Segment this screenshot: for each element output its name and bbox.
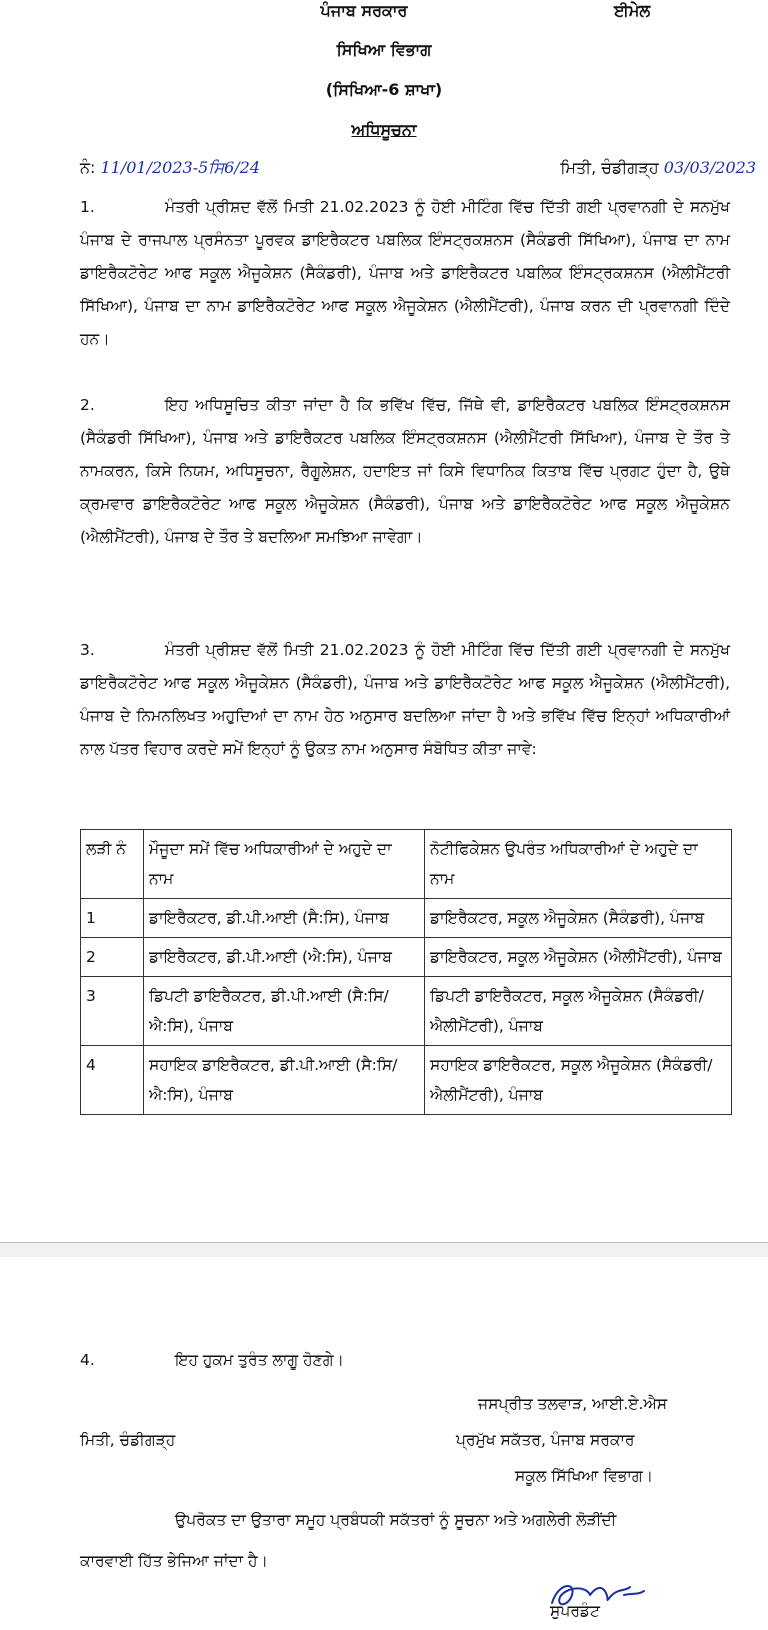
email-label: ਈਮੇਲ [614,1,651,20]
reference-number [80,158,260,178]
current-designation-cell: ਡਿਪਟੀ ਡਾਇਰੈਕਟਰ, ਡੀ.ਪੀ.ਆਈ (ਸੈ:ਸਿ/ਐ:ਸਿ), ਪੰਜਾਬ [144,977,425,1046]
paragraph-4-number: 4. [80,1351,95,1369]
current-designation-cell: ਡਾਇਰੈਕਟਰ, ਡੀ.ਪੀ.ਆਈ (ਐ:ਸਿ), ਪੰਜਾਬ [144,938,425,977]
header-current-designation: ਮੌਜੂਦਾ ਸਮੇਂ ਵਿੱਚ ਅਧਿਕਾਰੀਆਂ ਦੇ ਅਹੁਦੇ ਦਾ ਨਾਮ [144,830,425,899]
reference-date-label: ਮਿਤੀ, ਚੰਡੀਗੜ੍ਹ [560,158,659,177]
table-row [81,977,732,1046]
copy-line-1: ਉਪਰੋਕਤ ਦਾ ਉਤਾਰਾ ਸਮੂਹ ਪ੍ਰਬੰਧਕੀ ਸਕੱਤਰਾਂ ਨੂੰ ਸੂਚਨਾ ਅਤੇ ਅਗਲੇਰੀ ਲੋੜੀਂਦੀ [175,1511,617,1529]
reference-date [560,158,756,178]
reference-line [80,158,756,184]
notification-title: ਅਧਿਸੂਚਨਾ [351,120,417,139]
paragraph-number: 3. [80,641,95,659]
department-heading: ਸਿਖਿਆ ਵਿਭਾਗ [336,40,432,59]
date-line: ਮਿਤੀ, ਚੰਡੀਗੜ੍ਹ [80,1431,176,1449]
paragraph-number: 1. [80,198,95,216]
paragraph-text: ਮੰਤਰੀ ਪ੍ਰੀਸ਼ਦ ਵੱਲੋਂ ਮਿਤੀ 21.02.2023 ਨੂੰ ਹੋਈ ਮੀਟਿੰਗ ਵਿੱਚ ਦਿੱਤੀ ਗਈ ਪ੍ਰਵਾਨਗੀ ਦੇ ਸਨਮੁੱਖ ਪੰਜਾਬ ਦੇ ਰਾਜਪਾਲ ਪ੍ਰਸੰਨਤਾ ਪੂਰਵਕ ਡਾਇਰੈਕਟਰ ਪਬਲਿਕ ਇੰਸਟ੍ਰਕਸ਼ਨਸ (ਸੈਕੰਡਰੀ ਸਿੱਖਿਆ), ਪੰਜਾਬ ਦਾ ਨਾਮ ਡਾਇਰੈਕਟੋਰੇਟ ਆਫ ਸਕੂਲ ਐਜੂਕੇਸ਼ਨ (ਸੈਕੰਡਰੀ), ਪੰਜਾਬ ਅਤੇ ਡਾਇਰੈਕਟਰ ਪਬਲਿਕ ਇੰਸਟ੍ਰਕਸ਼ਨਸ (ਐਲੀਮੈਂਟਰੀ ਸਿੱਖਿਆ), ਪੰਜਾਬ ਦਾ ਨਾਮ ਡਾਇਰੈਕਟੋਰੇਟ ਆਫ ਸਕੂਲ ਐਜੂਕੇਸ਼ਨ (ਐਲੀਮੈਂਟਰੀ), ਪੰਜਾਬ ਕਰਨ ਦੀ ਪ੍ਰਵਾਨਗੀ ਦਿੰਦੇ ਹਨ। [80,198,730,348]
paragraph-3 [80,634,730,766]
current-designation-cell: ਸਹਾਇਕ ਡਾਇਰੈਕਟਰ, ਡੀ.ਪੀ.ਆਈ (ਸੈ:ਸਿ/ਐ:ਸਿ), ਪੰਜਾਬ [144,1046,425,1115]
serial-cell: 1 [81,899,144,938]
paragraph-text: ਇਹ ਅਧਿਸੂਚਿਤ ਕੀਤਾ ਜਾਂਦਾ ਹੈ ਕਿ ਭਵਿੱਖ ਵਿੱਚ, ਜਿੱਥੇ ਵੀ, ਡਾਇਰੈਕਟਰ ਪਬਲਿਕ ਇੰਸਟ੍ਰਕਸ਼ਨਸ (ਸੈਕੰਡਰੀ ਸਿੱਖਿਆ), ਪੰਜਾਬ ਅਤੇ ਡਾਇਰੈਕਟਰ ਪਬਲਿਕ ਇੰਸਟ੍ਰਕਸ਼ਨਸ (ਐਲੀਮੈਂਟਰੀ ਸਿੱਖਿਆ), ਪੰਜਾਬ ਦੇ ਤੌਰ ਤੇ ਨਾਮਕਰਨ, ਕਿਸੇ ਨਿਯਮ, ਅਧਿਸੂਚਨਾ, ਰੈਗੂਲੇਸ਼ਨ, ਹਦਾਇਤ ਜਾਂ ਕਿਸੇ ਵਿਧਾਨਿਕ ਕਿਤਾਬ ਵਿੱਚ ਪ੍ਰਗਟ ਹੁੰਦਾ ਹੈ, ਉਥੇ ਕ੍ਰਮਵਾਰ ਡਾਇਰੈਕਟੋਰੇਟ ਆਫ ਸਕੂਲ ਐਜੂਕੇਸ਼ਨ (ਸੈਕੰਡਰੀ), ਪੰਜਾਬ ਅਤੇ ਡਾਇਰੈਕਟੋਰੇਟ ਆਫ ਸਕੂਲ ਐਜੂਕੇਸ਼ਨ (ਐਲੀਮੈਂਟਰੀ), ਪੰਜਾਬ ਦੇ ਤੌਰ ਤੇ ਬਦਲਿਆ ਸਮਝਿਆ ਜਾਵੇਗਾ। [80,396,730,546]
signatory-designation: ਪ੍ਰਮੁੱਖ ਸਕੱਤਰ, ਪੰਜਾਬ ਸਰਕਾਰ [456,1431,635,1449]
copy-line-2: ਕਾਰਵਾਈ ਹਿੱਤ ਭੇਜਿਆ ਜਾਂਦਾ ਹੈ। [80,1552,268,1570]
serial-cell: 2 [81,938,144,977]
branch-heading: (ਸਿਖਿਆ-6 ਸ਼ਾਖਾ) [325,80,443,99]
table-row [81,938,732,977]
header-serial: ਲੜੀ ਨੰ [81,830,144,899]
signatory-department: ਸਕੂਲ ਸਿੱਖਿਆ ਵਿਭਾਗ। [515,1467,654,1485]
new-designation-cell: ਡਾਇਰੈਕਟਰ, ਸਕੂਲ ਐਜੂਕੇਸ਼ਨ (ਸੈਕੰਡਰੀ), ਪੰਜਾਬ [425,899,732,938]
new-designation-cell: ਸਹਾਇਕ ਡਾਇਰੈਕਟਰ, ਸਕੂਲ ਐਜੂਕੇਸ਼ਨ (ਸੈਕੰਡਰੀ/ਐਲੀਮੈਂਟਰੀ), ਪੰਜਾਬ [425,1046,732,1115]
superintendent-label: ਸੁਪਰਡੰਟ [550,1602,600,1620]
reference-number-value: 11/01/2023-5ਸਿ6/24 [100,158,261,177]
paragraph-text: ਮੰਤਰੀ ਪ੍ਰੀਸ਼ਦ ਵੱਲੋਂ ਮਿਤੀ 21.02.2023 ਨੂੰ ਹੋਈ ਮੀਟਿੰਗ ਵਿੱਚ ਦਿੱਤੀ ਗਈ ਪ੍ਰਵਾਨਗੀ ਦੇ ਸਨਮੁੱਖ ਡਾਇਰੈਕਟੋਰੇਟ ਆਫ ਸਕੂਲ ਐਜੂਕੇਸ਼ਨ (ਸੈਕੰਡਰੀ), ਪੰਜਾਬ ਅਤੇ ਡਾਇਰੈਕਟੋਰੇਟ ਆਫ ਸਕੂਲ ਐਜੂਕੇਸ਼ਨ (ਐਲੀਮੈਂਟਰੀ), ਪੰਜਾਬ ਦੇ ਨਿਮਨਲਿਖਤ ਅਹੁਦਿਆਂ ਦਾ ਨਾਮ ਹੇਠ ਅਨੁਸਾਰ ਬਦਲਿਆ ਜਾਂਦਾ ਹੈ ਅਤੇ ਭਵਿੱਖ ਵਿੱਚ ਇਨ੍ਹਾਂ ਅਧਿਕਾਰੀਆਂ ਨਾਲ ਪੱਤਰ ਵਿਹਾਰ ਕਰਦੇ ਸਮੇਂ ਇਨ੍ਹਾਂ ਨੂੰ ਉਕਤ ਨਾਮ ਅਨੁਸਾਰ ਸੰਬੋਧਿਤ ਕੀਤਾ ਜਾਵੇ: [80,641,730,758]
designation-table [80,829,732,1115]
serial-cell: 4 [81,1046,144,1115]
signatory-name: ਜਸਪ੍ਰੀਤ ਤਲਵਾੜ, ਆਈ.ਏ.ਐਸ [478,1395,668,1413]
reference-date-value: 03/03/2023 [663,158,756,177]
current-designation-cell: ਡਾਇਰੈਕਟਰ, ਡੀ.ਪੀ.ਆਈ (ਸੈ:ਸਿ), ਪੰਜਾਬ [144,899,425,938]
serial-cell: 3 [81,977,144,1046]
table-row [81,899,732,938]
table-row [81,1046,732,1115]
header-new-designation: ਨੋਟੀਫਿਕੇਸ਼ਨ ਉਪਰੰਤ ਅਧਿਕਾਰੀਆਂ ਦੇ ਅਹੁਦੇ ਦਾ ਨਾਮ [425,830,732,899]
government-heading: ਪੰਜਾਬ ਸਰਕਾਰ [320,1,408,20]
paragraph-1 [80,191,730,356]
paragraph-number: 2. [80,396,95,414]
table-header-row [81,830,732,899]
paragraph-2 [80,389,730,554]
new-designation-cell: ਡਿਪਟੀ ਡਾਇਰੈਕਟਰ, ਸਕੂਲ ਐਜੂਕੇਸ਼ਨ (ਸੈਕੰਡਰੀ/ਐਲੀਮੈਂਟਰੀ), ਪੰਜਾਬ [425,977,732,1046]
new-designation-cell: ਡਾਇਰੈਕਟਰ, ਸਕੂਲ ਐਜੂਕੇਸ਼ਨ (ਐਲੀਮੈਂਟਰੀ), ਪੰਜਾਬ [425,938,732,977]
paragraph-4-text: ਇਹ ਹੁਕਮ ਤੁਰੰਤ ਲਾਗੂ ਹੋਣਗੇ। [175,1351,344,1369]
reference-number-label: ਨੰ: [80,158,96,177]
